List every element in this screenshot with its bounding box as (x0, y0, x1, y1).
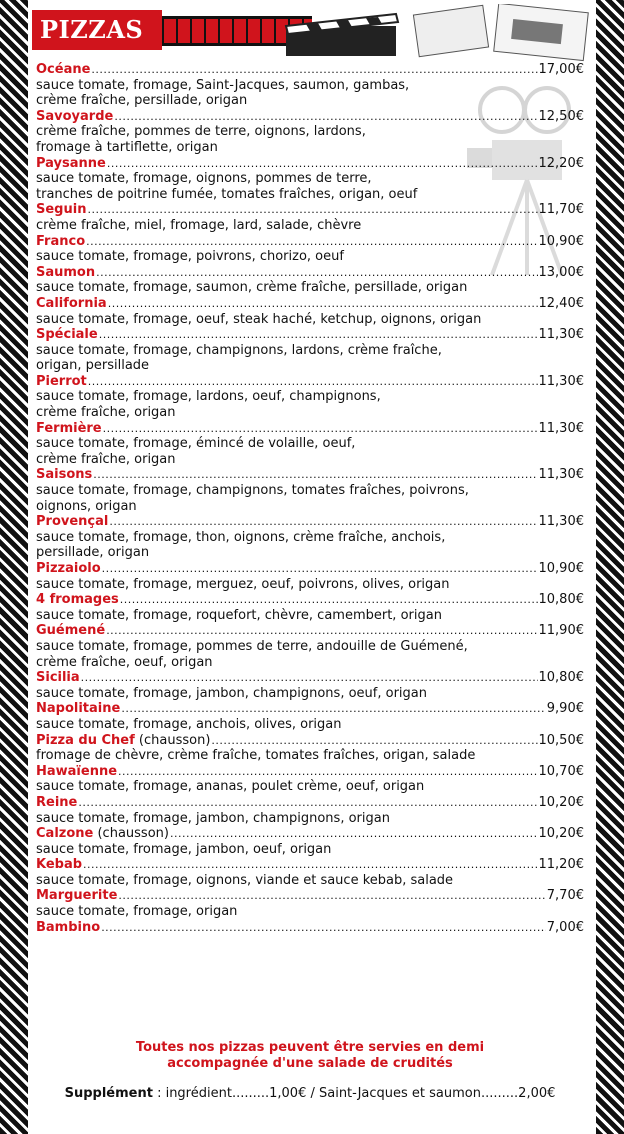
menu-item (36, 764, 584, 795)
menu-item-header (36, 156, 584, 172)
menu-item-header (36, 467, 584, 483)
pizza-price: 12,50€ (538, 108, 584, 124)
pizza-ingredients: origan, persillade (36, 358, 150, 374)
pizza-name: Saumon (36, 264, 96, 280)
dot-leader (118, 888, 545, 904)
pizza-ingredients: sauce tomate, fromage, thon, oignons, crème fraîche, anchois, (36, 529, 446, 545)
pizza-name: Reine (36, 794, 78, 810)
pizza-ingredients: fromage de chèvre, crème fraîche, tomates fraîches, origan, salade (36, 748, 476, 764)
dot-leader (91, 62, 537, 78)
dot-leader (86, 234, 537, 250)
pizza-price: 11,70€ (538, 202, 584, 218)
pizza-ingredients: sauce tomate, fromage, oignons, pommes de terre, (36, 171, 372, 187)
supplement-label: Supplément (64, 1086, 153, 1101)
pizza-ingredients: crème fraîche, miel, fromage, lard, salade, chèvre (36, 217, 362, 233)
pizza-price: 11,30€ (538, 467, 584, 483)
pizza-ingredients: sauce tomate, fromage, roquefort, chèvre, camembert, origan (36, 607, 442, 623)
pizza-ingredients: sauce tomate, fromage, oeuf, steak haché, ketchup, oignons, origan (36, 311, 482, 327)
menu-item (36, 156, 584, 203)
pizza-price: 10,90€ (538, 561, 584, 576)
pizza-name: Savoyarde (36, 108, 114, 124)
menu-item-header (36, 421, 584, 437)
pizza-price: 10,20€ (538, 826, 584, 842)
menu-item-header (36, 701, 584, 717)
dot-leader (81, 670, 538, 686)
menu-item (36, 920, 584, 936)
pizza-ingredients: sauce tomate, fromage, champignons, lardons, crème fraîche, (36, 342, 442, 358)
pizza-ingredients: sauce tomate, fromage, jambon, champignons, origan (36, 810, 390, 826)
pizza-name: Kebab (36, 857, 83, 873)
dot-leader (93, 467, 537, 483)
pizza-price: 7,70€ (546, 888, 584, 904)
menu-item (36, 109, 584, 156)
pizza-ingredients: crème fraîche, pommes de terre, oignons, lardons, (36, 124, 366, 140)
pizza-ingredients: sauce tomate, fromage, Saint-Jacques, saumon, gambas, (36, 77, 410, 93)
pizza-ingredients: persillade, origan (36, 545, 150, 561)
pizza-ingredients: tranches de poitrine fumée, tomates fraîches, origan, oeuf (36, 186, 418, 202)
pizza-name: Pizzaiolo (36, 561, 101, 576)
pizza-price: 10,90€ (538, 233, 584, 249)
dot-leader (78, 795, 537, 811)
pizza-name: Marguerite (36, 888, 118, 904)
pizza-ingredients: crème fraîche, origan (36, 451, 176, 467)
dot-leader (170, 826, 538, 842)
menu-item (36, 202, 584, 233)
menu-item-header (36, 234, 584, 250)
page-title: PIZZAS (32, 10, 162, 50)
dot-leader (99, 327, 538, 343)
menu-item (36, 733, 584, 764)
ticket-icon (413, 4, 588, 61)
pizza-ingredients: crème fraîche, origan (36, 405, 176, 421)
pizza-name: Spéciale (36, 327, 98, 343)
menu-item-header (36, 561, 584, 577)
dot-leader (211, 733, 537, 749)
clapperboard-icon (286, 14, 398, 56)
dot-leader (121, 701, 545, 717)
pizza-price: 11,90€ (538, 623, 584, 639)
pizza-price: 11,20€ (538, 857, 584, 873)
pizza-note: (chausson) (138, 732, 211, 748)
dot-leader (120, 592, 538, 608)
pizza-name: Calzone (36, 826, 94, 842)
menu-item-header (36, 592, 584, 608)
pizza-ingredients: sauce tomate, fromage, oignons, viande et sauce kebab, salade (36, 872, 454, 888)
pizza-price: 12,40€ (538, 295, 584, 311)
dot-leader (108, 296, 538, 312)
supplement-prices: : ingrédient.........1,00€ / Saint-Jacques et saumon.........2,00€ (152, 1086, 556, 1101)
menu-item-header (36, 62, 584, 78)
menu-item-header (36, 623, 584, 639)
menu-item (36, 888, 584, 919)
menu-item-header (36, 374, 584, 390)
pizza-price: 17,00€ (538, 62, 584, 77)
pizza-price: 11,30€ (538, 373, 584, 389)
pizza-name: Fermière (36, 420, 102, 436)
dot-leader (88, 374, 538, 390)
pizza-price: 10,80€ (538, 670, 584, 686)
menu-item (36, 62, 584, 109)
menu-item-header (36, 826, 584, 842)
pizza-name: 4 fromages (36, 592, 119, 608)
pizza-price: 7,00€ (546, 919, 584, 935)
right-pattern-border (596, 0, 624, 1134)
dot-leader (118, 764, 537, 780)
pizza-price: 10,80€ (538, 592, 584, 608)
pizza-ingredients: sauce tomate, fromage, lardons, oeuf, champignons, (36, 389, 381, 405)
pizza-name: Sicilia (36, 670, 80, 686)
dot-leader (109, 514, 537, 530)
pizza-ingredients: sauce tomate, fromage, pommes de terre, andouille de Guémené, (36, 638, 468, 654)
pizza-ingredients: sauce tomate, fromage, origan (36, 904, 238, 920)
dot-leader (102, 561, 538, 577)
pizza-ingredients: sauce tomate, fromage, émincé de volaille, oeuf, (36, 436, 356, 452)
menu-item (36, 234, 584, 265)
pizza-name: Océane (36, 62, 91, 77)
menu-item (36, 826, 584, 857)
pizza-ingredients: sauce tomate, fromage, merguez, oeuf, poivrons, olives, origan (36, 576, 450, 592)
pizza-name: Seguin (36, 202, 87, 218)
menu-item-header (36, 296, 584, 312)
menu-item-header (36, 109, 584, 125)
menu-item-header (36, 888, 584, 904)
pizza-ingredients: sauce tomate, fromage, jambon, champignons, oeuf, origan (36, 685, 427, 701)
pizza-ingredients: sauce tomate, fromage, ananas, poulet crème, oeuf, origan (36, 779, 425, 795)
dot-leader (83, 857, 537, 873)
dot-leader (101, 920, 546, 936)
menu-item (36, 857, 584, 888)
pizza-ingredients: sauce tomate, fromage, champignons, tomates fraîches, poivrons, (36, 483, 469, 499)
pizza-name: Guémené (36, 623, 106, 639)
pizza-price: 10,70€ (538, 763, 584, 779)
pizza-menu-list (36, 62, 584, 935)
menu-item-header (36, 795, 584, 811)
pizza-ingredients: sauce tomate, fromage, anchois, olives, origan (36, 716, 342, 732)
pizza-ingredients: sauce tomate, fromage, poivrons, chorizo, oeuf (36, 249, 344, 265)
menu-item-header (36, 327, 584, 343)
pizza-price: 13,00€ (538, 264, 584, 280)
menu-item-header (36, 857, 584, 873)
clapperboard-decoration (266, 4, 596, 64)
pizza-ingredients: sauce tomate, fromage, saumon, crème fraîche, persillade, origan (36, 280, 468, 296)
menu-item-header (36, 733, 584, 749)
pizza-note: (chausson) (97, 826, 169, 842)
pizza-price: 11,30€ (538, 514, 584, 530)
menu-item-header (36, 514, 584, 530)
menu-item-header (36, 670, 584, 686)
pizza-ingredients: sauce tomate, fromage, jambon, oeuf, origan (36, 841, 332, 857)
pizza-price: 10,50€ (538, 732, 584, 748)
menu-item (36, 374, 584, 421)
pizza-name: Paysanne (36, 155, 106, 171)
dot-leader (106, 623, 537, 639)
menu-item (36, 265, 584, 296)
dot-leader (103, 421, 538, 437)
menu-item-header (36, 920, 584, 936)
pizza-ingredients: crème fraîche, persillade, origan (36, 93, 248, 109)
menu-item (36, 592, 584, 623)
menu-item (36, 467, 584, 514)
half-pizza-note: Toutes nos pizzas peuvent être servies en demi accompagnée d'une salade de crudités (135, 1040, 485, 1071)
pizza-ingredients: oignons, origan (36, 498, 137, 514)
menu-item (36, 421, 584, 468)
dot-leader (114, 109, 537, 125)
menu-item (36, 561, 584, 592)
pizza-name: Pierrot (36, 373, 87, 389)
dot-leader (107, 156, 538, 172)
pizza-name: Bambino (36, 919, 101, 935)
pizza-price: 11,30€ (538, 420, 584, 436)
pizza-name: California (36, 295, 107, 311)
pizza-ingredients: crème fraîche, oeuf, origan (36, 654, 213, 670)
dot-leader (96, 265, 537, 281)
pizza-name: Pizza du Chef (36, 732, 135, 748)
menu-item (36, 701, 584, 732)
supplement-line (36, 1086, 584, 1101)
pizza-price: 11,30€ (538, 327, 584, 343)
menu-item (36, 670, 584, 701)
menu-item (36, 623, 584, 670)
menu-item (36, 514, 584, 561)
menu-item (36, 296, 584, 327)
menu-item (36, 327, 584, 374)
left-pattern-border (0, 0, 28, 1134)
pizza-name: Saisons (36, 467, 93, 483)
menu-item-header (36, 265, 584, 281)
menu-item-header (36, 202, 584, 218)
pizza-ingredients: fromage à tartiflette, origan (36, 139, 218, 155)
menu-item (36, 795, 584, 826)
pizza-price: 9,90€ (546, 701, 584, 717)
header (28, 4, 596, 54)
pizza-price: 10,20€ (538, 794, 584, 810)
pizza-name: Provençal (36, 514, 109, 530)
dot-leader (87, 202, 537, 218)
menu-item-header (36, 764, 584, 780)
pizza-name: Franco (36, 233, 86, 249)
pizza-name: Hawaïenne (36, 763, 118, 779)
pizza-price: 12,20€ (538, 155, 584, 171)
pizza-name: Napolitaine (36, 701, 121, 717)
